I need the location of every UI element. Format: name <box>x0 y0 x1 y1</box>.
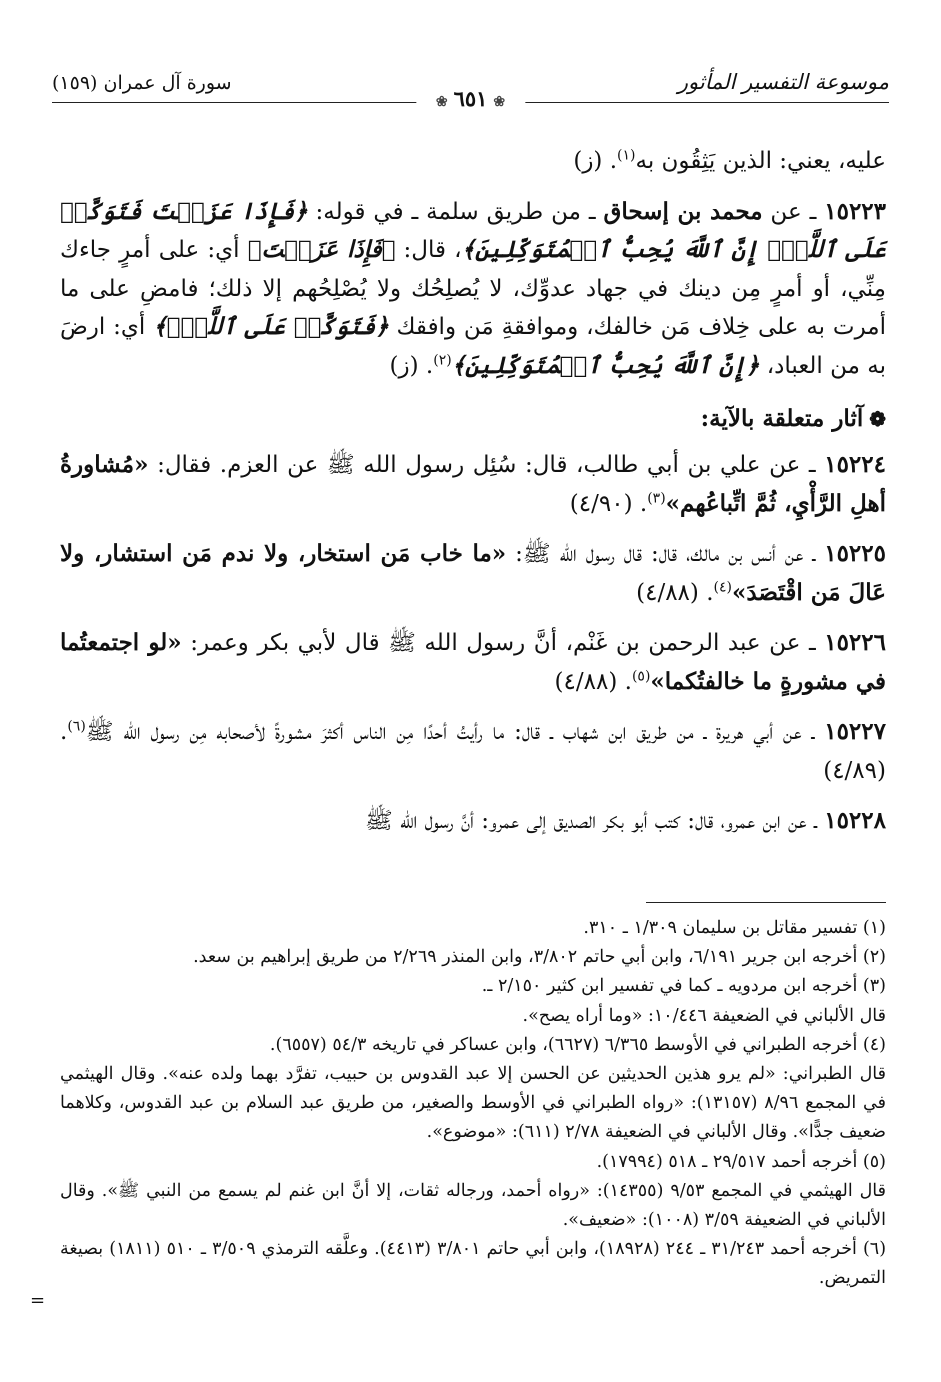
hadith-text: «مُشاورةُ أهلِ الرَّأْيِ، ثُمَّ اتِّباعُهم» <box>60 451 886 517</box>
text: ـ عن عبد الرحمن بن غَنْم، أنَّ رسول الله ﷺ قال لأبي بكر وعمر: <box>181 630 825 656</box>
footnote-ref: (٢) <box>433 351 452 368</box>
page-number-box <box>416 86 525 111</box>
flower-icon: ❁ <box>869 407 886 431</box>
entry-number: ١٥٢٢٧ <box>824 718 886 745</box>
footnote: (٤) أخرجه الطبراني في الأوسط ٦/٣٦٥ (٦٦٢٧)، وابن عساكر في تاريخه ٥٤/٣ (٦٥٥٧). <box>269 1034 886 1055</box>
book-title: موسوعة التفسير المأثور <box>677 70 889 94</box>
entry-number: ١٥٢٢٤ <box>824 451 886 478</box>
margin-mark: = <box>30 1290 46 1311</box>
footnote: (٣) أخرجه ابن مردويه ـ كما في تفسير ابن كثير ٢/١٥٠ ـ. <box>481 976 886 997</box>
quran-quote: ﴿إِنَّ ٱللَّهَ يُحِبُّ ٱلۡمُتَوَكِّلِينَ﴾ <box>451 351 760 379</box>
text: . (ز) <box>389 352 434 379</box>
paragraph <box>60 535 886 612</box>
text: . (ز) <box>573 148 618 174</box>
narrator-name: محمد بن إسحاق <box>603 197 763 225</box>
main-text <box>60 142 886 853</box>
text: ـ عن أبي هريرة ـ من طريق ابن شهاب ـ قال: ما رأيتُ أحدًا مِن الناس أكثرَ مشورةً لأصحابه مِن رسول الله ﷺ <box>85 719 825 745</box>
entry-number: ١٥٢٢٣ <box>824 197 887 225</box>
footnote-separator <box>646 902 886 903</box>
quran-quote: ﴿فَتَوَكَّلۡ عَلَى ٱللَّهِۚ﴾ <box>153 313 389 340</box>
paragraph <box>60 802 886 841</box>
paragraph <box>60 624 886 701</box>
hadith-text: «ما خاب مَن استخار، ولا ندم مَن استشار، ولا عَالَ مَن اقْتَصَدَ» <box>60 540 886 606</box>
footnote: (٥) أخرجه أحمد ٢٩/٥١٧ ـ ٥١٨ (١٧٩٩٤). <box>596 1151 886 1172</box>
paragraph <box>60 142 886 181</box>
text: أي: على أمرٍ جاءك مِنِّي، أو أمرٍ مِن دينك في جهاد عدوِّك، لا يُصلِحُك ولا يُصْلِحُهم إلا ذلك؛ فامضِ على ما أمرت به على خِلاف مَن خالفك، وموافقةِ مَن وافقك <box>60 237 886 340</box>
entry-number: ١٥٢٢٦ <box>824 629 886 656</box>
text: ـ عن علي بن أبي طالب، قال: سُئِل رسول الله ﷺ عن العزم. فقال: <box>148 452 825 478</box>
footnote: قال الألباني في الضعيفة ١٠/٤٤٦: «وما أراه يصح». <box>522 1005 886 1026</box>
page-number: ٦٥١ <box>453 86 488 111</box>
paragraph <box>60 446 886 523</box>
paragraph <box>60 193 886 386</box>
page-header <box>52 66 889 111</box>
ornament-icon: ❀ <box>435 94 448 110</box>
footnote-ref: (٦) <box>67 718 86 735</box>
hadith-text: «لو اجتمعتُما في مشورةٍ ما خالفتُكما» <box>60 629 886 695</box>
section-heading <box>60 405 886 432</box>
ornament-icon: ❀ <box>493 94 506 110</box>
footnotes <box>60 914 886 1294</box>
quran-quote: ﴿فَإِذَا عَزَمۡتَ﴾ <box>247 236 396 263</box>
footnote: (٢) أخرجه ابن جرير ٦/١٩١، وابن أبي حاتم ٣/٨٠٢، وابن المنذر ٢/٢٦٩ من طريق إبراهيم بن سعد. <box>193 947 886 968</box>
footnote: قال الطبراني: «لم يرو هذين الحديثين عن الحسن إلا عبد القدوس بن حبيب، تفرَّد بهما ولده عنه». وقال الهيثمي في المجمع ٨/٩٦ (١٣١٥٧): «رواه الطبراني في الأوسط والصغير، من طريق عبد السلام بن عبد القدوس، وكلاهما ضعيف جدًّا». وقال الألباني في الضعيفة ٢/٧٨ (٦١١): «موضوع». <box>60 1064 887 1143</box>
footnote-ref: (٣) <box>647 489 666 506</box>
footnote: قال الهيثمي في المجمع ٩/٥٣ (١٤٣٥٥): «رواه أحمد، ورجاله ثقات، إلا أنَّ ابن غنم لم يسمع من النبي ﷺ». وقال الألباني في الضعيفة ٣/٥٩ (١٠٠٨): «ضعيف». <box>60 1180 887 1231</box>
entry-number: ١٥٢٢٥ <box>824 540 886 567</box>
text: . (٤/٨٩) <box>60 719 886 784</box>
text: عليه، يعني: الذين يَثِقُون به <box>635 148 886 174</box>
text: ـ عن أنس بن مالك، قال: قال رسول الله ﷺ: <box>506 541 825 567</box>
text: ـ عن ابن عمرو، قال: كتب أبو بكر الصديق إلى عمرو: أنَّ رسول الله ﷺ <box>364 808 825 834</box>
text: . (٤/٩٠) <box>569 490 648 517</box>
footnote-ref: (٥) <box>631 667 651 684</box>
text: ـ من طريق سلمة ـ في قوله: <box>307 198 604 225</box>
section-title: آثار متعلقة بالآية: <box>700 405 864 432</box>
entry-number: ١٥٢٢٨ <box>824 807 886 834</box>
paragraph <box>60 713 886 790</box>
footnote: (١) تفسير مقاتل بن سليمان ١/٣٠٩ ـ ٣١٠. <box>583 918 886 938</box>
text: . (٤/٨٨) <box>554 668 632 695</box>
text: . (٤/٨٨) <box>636 579 714 606</box>
surah-reference: سورة آل عمران (١٥٩) <box>52 72 232 94</box>
text: ، قال: <box>395 237 462 263</box>
footnote-ref: (٤) <box>713 578 732 595</box>
footnote-ref: (١) <box>617 147 636 164</box>
footnote: (٦) أخرجه أحمد ٣١/٢٤٣ ـ ٢٤٤ (١٨٩٢٨)، وابن أبي حاتم ٣/٨٠١ (٤٤١٣). وعلَّقه الترمذي ٣/٥٠٩ ـ ٥١٠ (١٨١١) بصيغة التمريض. <box>60 1239 887 1289</box>
text: ـ عن <box>762 198 825 225</box>
quran-quote: ﴿فَإِذَا عَزَمۡتَ فَتَوَكَّلۡ عَلَى ٱللَّهِۚ إِنَّ ٱللَّهَ يُحِبُّ ٱلۡمُتَوَكِّلِينَ﴾ <box>60 197 886 263</box>
text: أي: ارضَ به من العباد، <box>60 314 886 379</box>
